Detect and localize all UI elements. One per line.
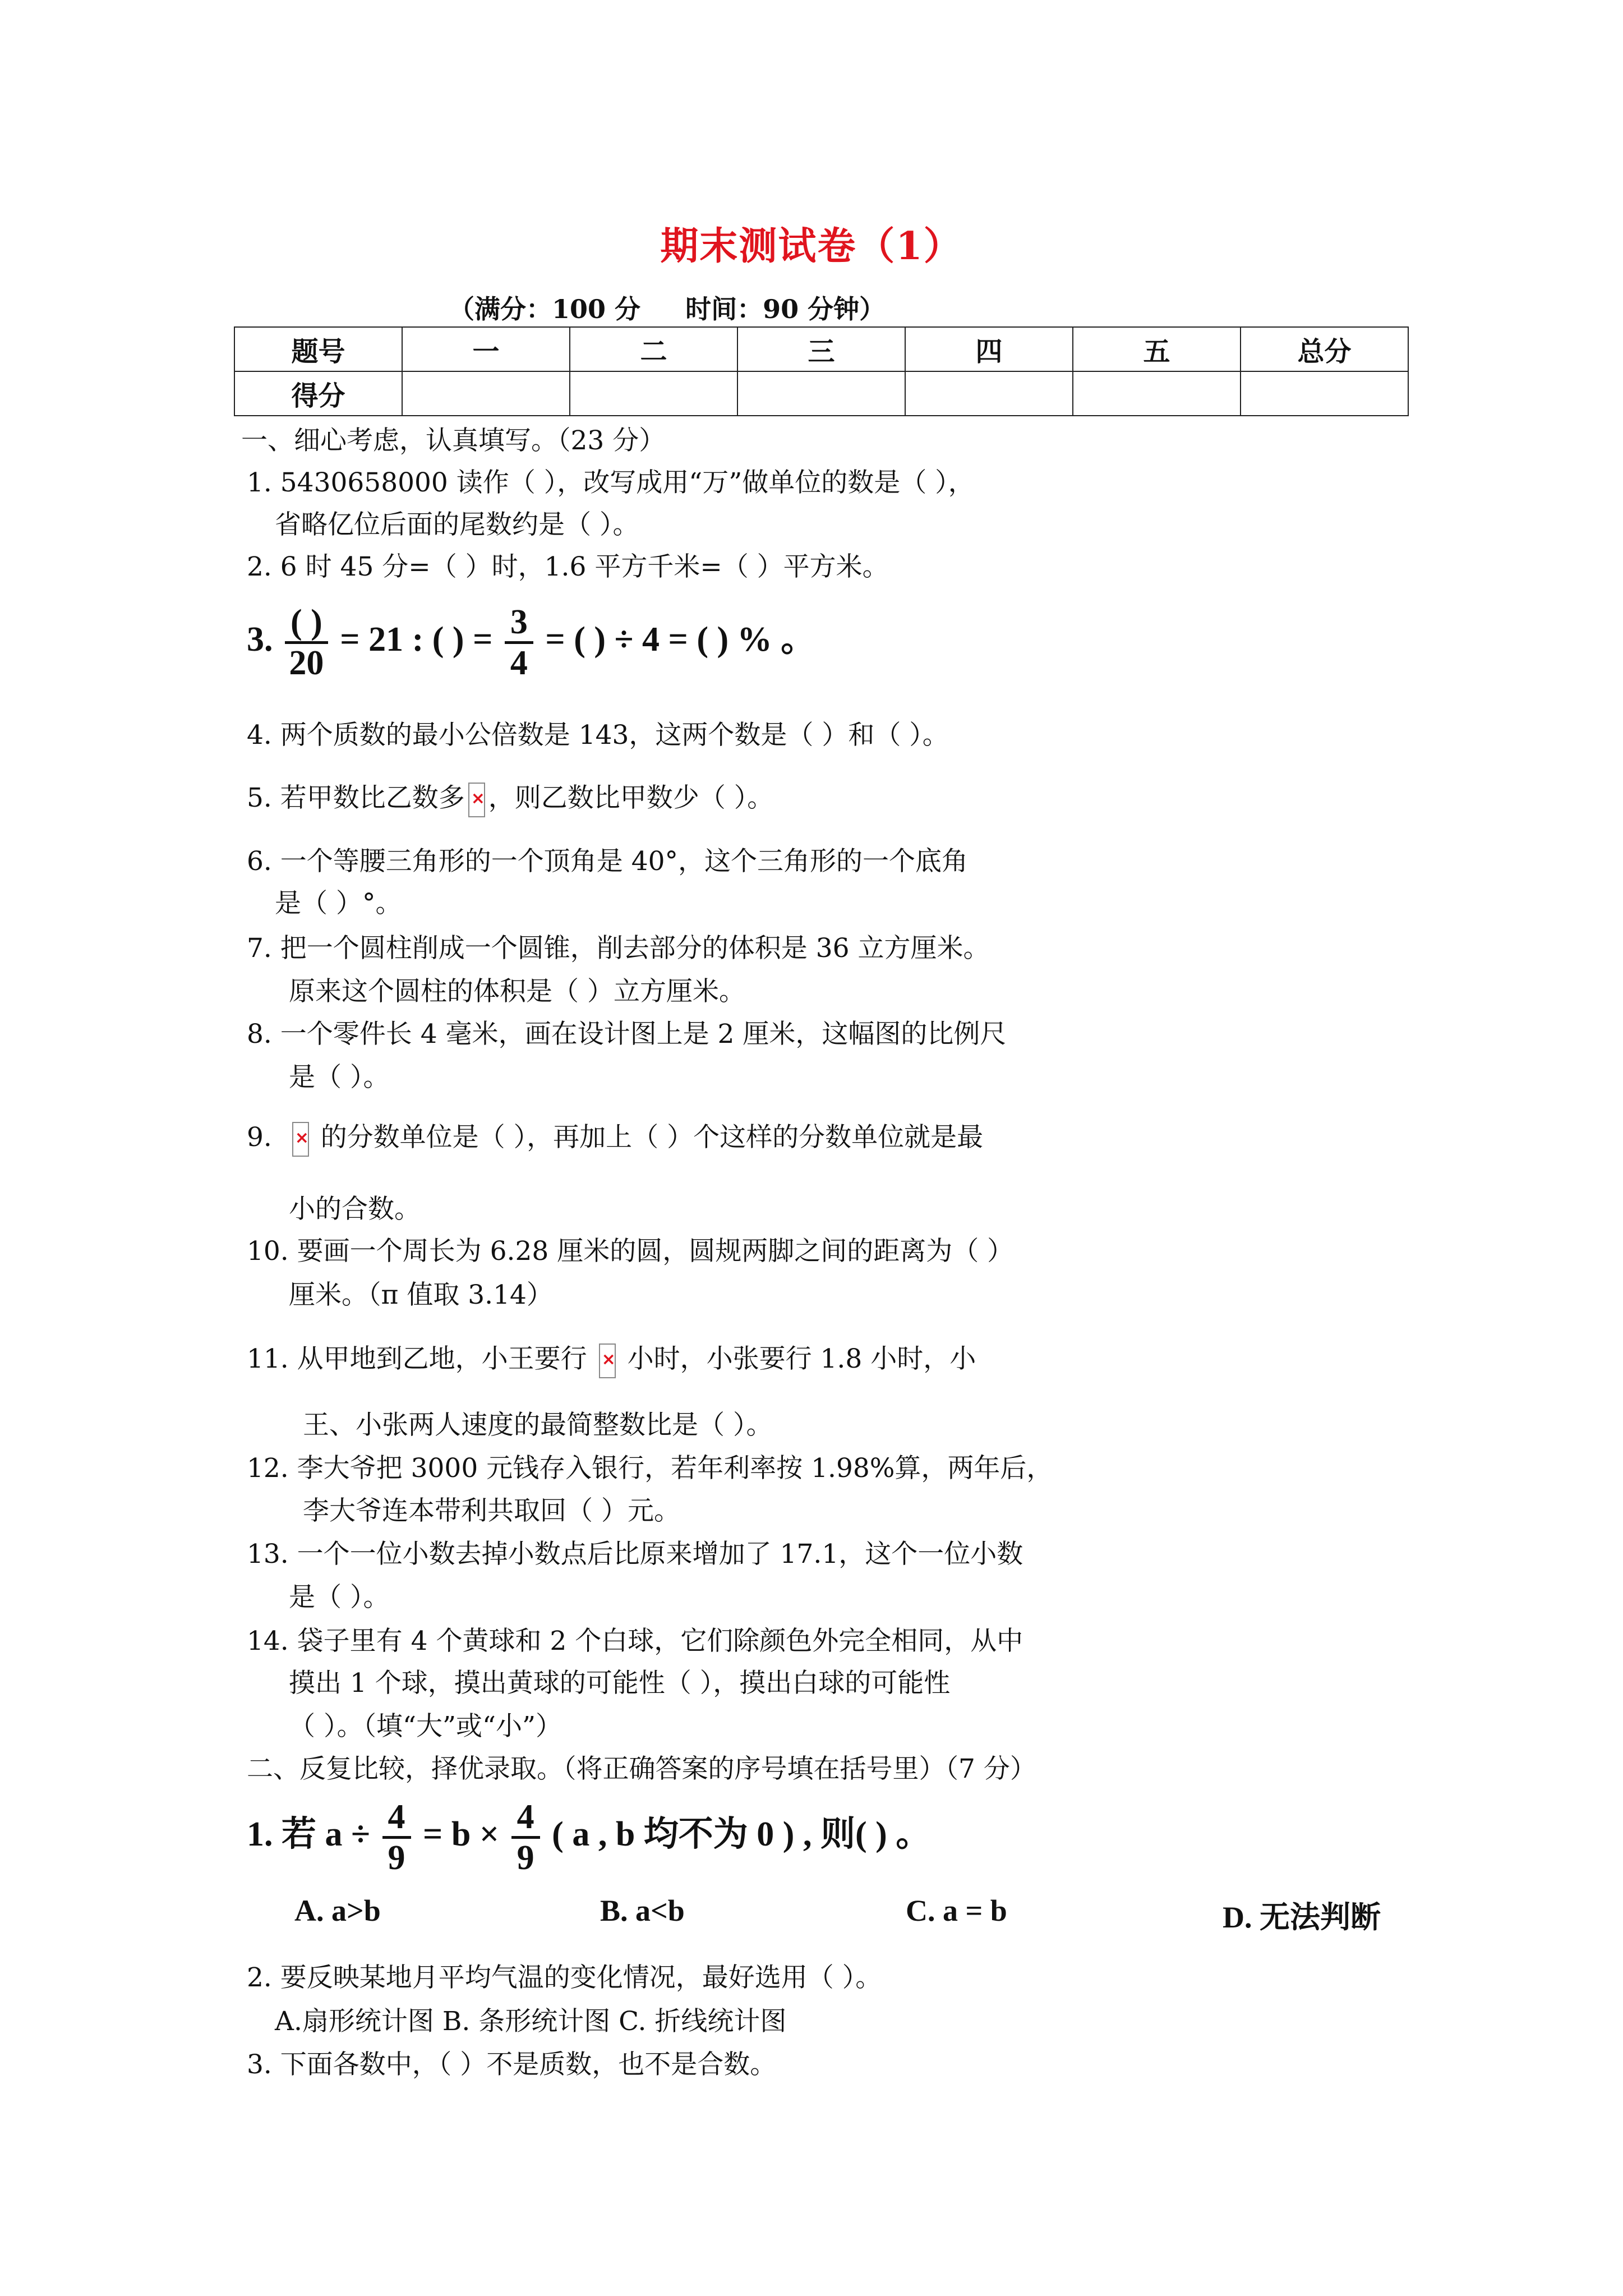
question-12-line1: 12. 李大爷把 3000 元钱存入银行，若年利率按 1.98%算，两年后，: [247, 1453, 1053, 1484]
section2-question-1: [247, 1798, 930, 1877]
question-10-line2: 厘米。（π 值取 3.14）: [289, 1280, 553, 1310]
question-3-number: 3.: [247, 620, 273, 659]
question-3: [247, 603, 815, 682]
header-cell: 二: [570, 327, 737, 371]
question-5: [247, 783, 773, 817]
question-7-line2: 原来这个圆柱的体积是（ ）立方厘米。: [289, 976, 745, 1007]
question-9-number: 9.: [247, 1122, 272, 1153]
header-cell: 总分: [1241, 327, 1408, 371]
question-13-line1: 13. 一个一位小数去掉小数点后比原来增加了 17.1，这个一位小数: [247, 1539, 1023, 1570]
header-cell: 一: [402, 327, 570, 371]
fraction-numerator: 4: [511, 1798, 540, 1839]
section2-question-2: 2. 要反映某地月平均气温的变化情况，最好选用（ ）。: [247, 1962, 882, 1993]
score-cell[interactable]: [1073, 371, 1241, 416]
option-c[interactable]: C. a = b: [906, 1894, 1007, 1927]
question-2: 2. 6 时 45 分=（ ）时，1.6 平方千米=（ ）平方米。: [247, 551, 889, 582]
score-cell[interactable]: [1241, 371, 1408, 416]
fraction-denominator: 9: [517, 1839, 534, 1878]
option-a[interactable]: A. a>b: [294, 1894, 381, 1927]
fraction-denominator: 9: [388, 1839, 405, 1878]
header-cell: 四: [905, 327, 1073, 371]
score-table-score-row: [234, 371, 1408, 416]
score-cell[interactable]: [737, 371, 905, 416]
fraction-four-ninths: [382, 1798, 411, 1877]
question-5-text-b: ，则乙数比甲数少（ ）。: [488, 783, 774, 813]
fraction-denominator: 20: [289, 644, 324, 683]
score-cell[interactable]: [905, 371, 1073, 416]
question-13-line2: 是（ ）。: [289, 1582, 390, 1613]
question-14-line2: 摸出 1 个球，摸出黄球的可能性（ ），摸出白球的可能性: [289, 1668, 951, 1699]
missing-fraction-icon: [599, 1343, 616, 1378]
s2q1-mid: = b ×: [423, 1815, 500, 1853]
header-cell: 五: [1073, 327, 1241, 371]
s2q1-prefix: 1. 若 a ÷: [247, 1815, 371, 1853]
missing-fraction-icon: [468, 783, 485, 817]
question-8-line2: 是（ ）。: [289, 1062, 390, 1093]
section1-heading: 一、细心考虑，认真填写。（23 分）: [241, 425, 666, 456]
question-11-line1: [247, 1343, 976, 1378]
question-6-line1: 6. 一个等腰三角形的一个顶角是 40°，这个三角形的一个底角: [247, 846, 969, 877]
page-title: 期末测试卷（1）: [660, 224, 963, 269]
section2-question-3: 3. 下面各数中，（ ）不是质数，也不是合数。: [247, 2049, 777, 2080]
question-1-line1: 1. 5430658000 读作（ ），改写成用“万”做单位的数是（ ），: [247, 467, 975, 498]
fraction-numerator: 3: [505, 603, 533, 644]
score-cell[interactable]: [402, 371, 570, 416]
question-14-line1: 14. 袋子里有 4 个黄球和 2 个白球，它们除颜色外完全相同，从中: [247, 1626, 1023, 1657]
question-9-line1: [247, 1122, 983, 1157]
question-4: 4. 两个质数的最小公倍数是 143，这两个数是（ ）和（ ）。: [247, 720, 949, 751]
question-3-ratio: = 21 : ( ) =: [340, 620, 493, 659]
question-5-text-a: 5. 若甲数比乙数多: [247, 783, 465, 813]
question-9-text: 的分数单位是（ ），再加上（ ）个这样的分数单位就是最: [320, 1122, 984, 1153]
score-table-header-row: [234, 327, 1408, 371]
missing-fraction-icon: [292, 1122, 309, 1157]
question-3-tail: = ( ) ÷ 4 = ( ) % 。: [545, 620, 816, 659]
section2-heading: 二、反复比较，择优录取。（将正确答案的序号填在括号里）（7 分）: [247, 1754, 1036, 1784]
score-cell[interactable]: [570, 371, 737, 416]
s2q1-suffix: ( a , b 均不为 0 ) , 则( ) 。: [552, 1815, 931, 1853]
question-10-line1: 10. 要画一个周长为 6.28 厘米的圆，圆规两脚之间的距离为（ ）: [247, 1236, 1014, 1267]
header-cell: 三: [737, 327, 905, 371]
header-cell: 题号: [234, 327, 402, 371]
fraction-numerator: 4: [382, 1798, 411, 1839]
question-14-line3: （ ）。（填“大”或“小”）: [289, 1711, 562, 1742]
score-table: [234, 326, 1409, 416]
question-11-text-b: 小时，小张要行 1.8 小时，小: [627, 1343, 976, 1374]
question-1-line2: 省略亿位后面的尾数约是（ ）。: [275, 509, 639, 540]
question-12-line2: 李大爷连本带利共取回（ ）元。: [303, 1496, 680, 1526]
fraction-blank-over-20: [285, 603, 328, 682]
question-11-text-a: 11. 从甲地到乙地，小王要行: [247, 1343, 587, 1374]
row-label: 得分: [234, 371, 402, 416]
question-8-line1: 8. 一个零件长 4 毫米，画在设计图上是 2 厘米，这幅图的比例尺: [247, 1019, 1007, 1050]
question-11-line2: 王、小张两人速度的最简整数比是（ ）。: [303, 1410, 773, 1441]
fraction-three-fourths: [505, 603, 533, 682]
option-d[interactable]: D. 无法判断: [1223, 1901, 1381, 1934]
fraction-four-ninths: [511, 1798, 540, 1877]
question-6-line2: 是（ ）°。: [275, 888, 402, 919]
fraction-numerator: ( ): [285, 603, 328, 644]
section2-question-2-options: A.扇形统计图 B. 条形统计图 C. 折线统计图: [275, 2006, 787, 2037]
option-b[interactable]: B. a<b: [600, 1894, 685, 1927]
fraction-denominator: 4: [510, 644, 528, 683]
exam-meta: （满分：100 分 时间：90 分钟）: [449, 294, 886, 324]
question-9-line2: 小的合数。: [289, 1194, 421, 1225]
question-7-line1: 7. 把一个圆柱削成一个圆锥，削去部分的体积是 36 立方厘米。: [247, 933, 990, 964]
